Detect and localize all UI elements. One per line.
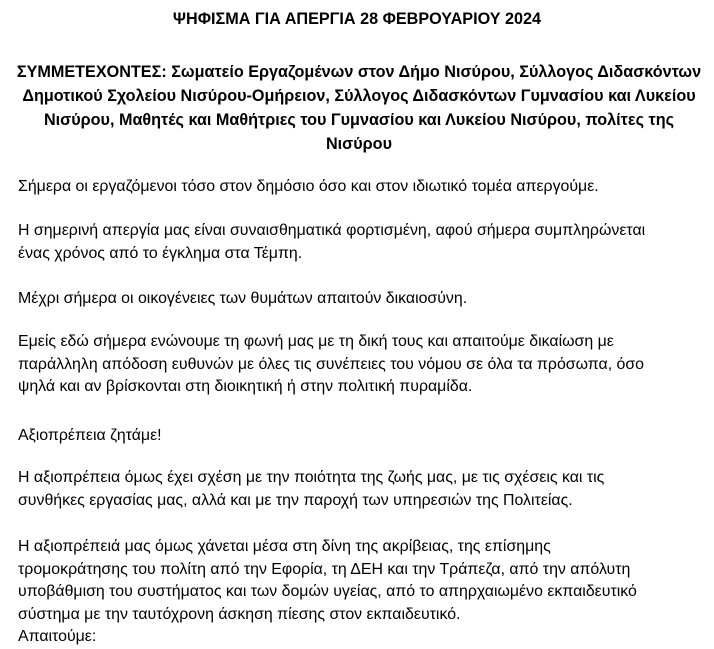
paragraph-line: ψηλά και αν βρίσκονται στη διοικητική ή στην πολιτική πυραμίδα. [18, 378, 473, 395]
paragraph-line: τρομοκράτησης του πολίτη από την Εφορία, τη ΔΕΗ και την Τράπεζα, από την απόλυτη [18, 560, 631, 578]
paragraph-dignity-lost [18, 536, 698, 649]
participants-heading [14, 60, 704, 156]
paragraph-line: Αξιοπρέπεια ζητάμε! [18, 427, 162, 444]
paragraph-line: Μέχρι σήμερα οι οικογένειες των θυμάτων απαιτούν δικαιοσύνη. [18, 290, 468, 307]
participants-line: Δημοτικού Σχολείου Νισύρου-Ομήρειον, Σύλλογος Διδασκόντων Γυμνασίου και Λυκείου [22, 87, 696, 105]
participants-line: ΣΥΜΜΕΤΕΧΟΝΤΕΣ: Σωματείο Εργαζομένων στον Δήμο Νισύρου, Σύλλογος Διδασκόντων [16, 63, 702, 81]
paragraph-line: Σήμερα οι εργαζόμενοι τόσο στον δημόσιο όσο και στον ιδιωτικό τομέα απεργούμε. [18, 178, 599, 195]
paragraph-line: παράλληλη απόδοση ευθυνών με όλες τις συνέπειες του νόμου σε όλα τα πρόσωπα, όσο [18, 355, 645, 373]
paragraph-line: Η αξιοπρέπειά μας όμως χάνεται μέσα στη δίνη της ακρίβειας, της επίσημης [18, 538, 551, 555]
paragraph-line: Εμείς εδώ σήμερα ενώνουμε τη φωνή μας με τη δική τους και απαιτούμε δικαίωση με [18, 333, 614, 350]
paragraph-families-demand [18, 288, 698, 311]
paragraph-line: Η σημερινή απεργία μας είναι συναισθηματικά φορτισμένη, αφού σήμερα συμπληρώνεται [18, 222, 646, 239]
paragraph-line: σύστημα με την ταυτόχρονη άσκηση πίεσης στον εκπαιδευτικό. [18, 605, 461, 623]
participants-line: Νισύρου [325, 135, 392, 153]
document-title: ΨΗΦΙΣΜΑ ΓΙΑ ΑΠΕΡΓΙΑ 28 ΦΕΒΡΟΥΑΡΙΟΥ 2024 [172, 10, 542, 28]
paragraph-line: Απαιτούμε: [18, 628, 97, 645]
paragraph-line: ένας χρόνος από το έγκλημα στα Τέμπη. [18, 244, 303, 262]
paragraph-strike-today [18, 176, 698, 199]
paragraph-dignity-slogan [18, 425, 698, 448]
paragraph-line: συνθήκες εργασίας μας, αλλά και με την παροχή των υπηρεσιών της Πολιτείας. [18, 491, 573, 509]
participants-line: Νισύρου, Μαθητές και Μαθήτριες του Γυμνασίου και Λυκείου Νισύρου, πολίτες της [43, 111, 675, 129]
paragraph-line: Η αξιοπρέπεια όμως έχει σχέση με την ποιότητα της ζωής μας, με τις σχέσεις και τις [18, 469, 605, 486]
paragraph-tempi-anniversary [18, 220, 698, 265]
paragraph-line: υποβάθμιση του συστήματος και των δομών υγείας, από το απηρχαιωμένο εκπαιδευτικό [18, 583, 637, 600]
paragraph-dignity-quality [18, 467, 698, 512]
paragraph-justice-demand [18, 331, 698, 399]
